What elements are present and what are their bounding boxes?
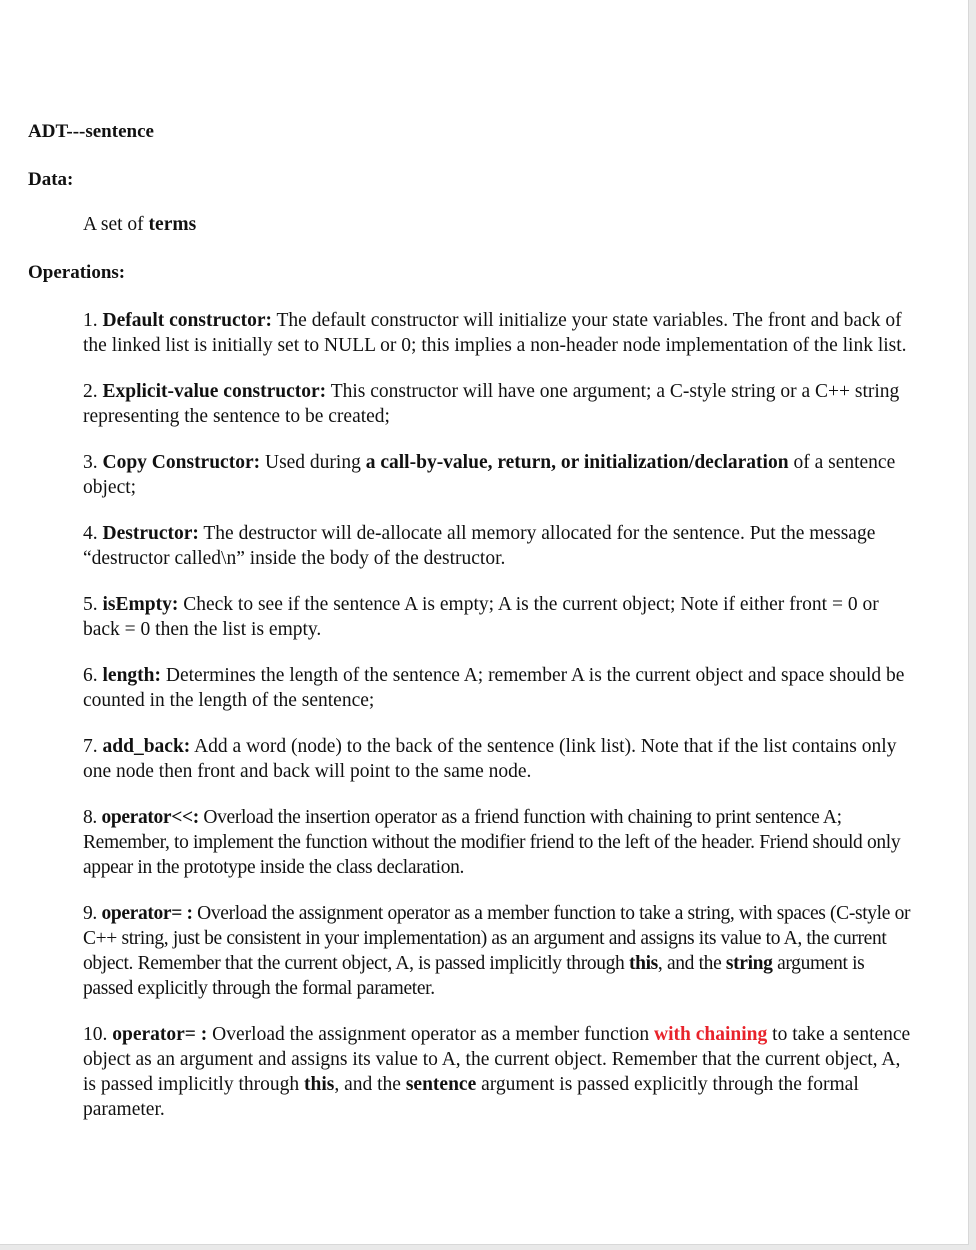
operation-text: argument is passed explicitly through the formal parameter. xyxy=(83,953,865,999)
operation-name: add_back: xyxy=(102,736,191,757)
operation-item-copy-constructor xyxy=(83,450,918,500)
operation-number: 4. xyxy=(83,523,103,544)
operation-number: 10. xyxy=(83,1024,113,1045)
operation-name: operator<<: xyxy=(101,807,199,828)
operation-text: of a sentence object; xyxy=(83,452,896,498)
operation-text: The destructor will de-allocate all memory allocated for the sentence. Put the message “destructor called\n” inside the body of the destructor. xyxy=(83,523,876,569)
operation-number: 6. xyxy=(83,665,103,686)
operation-text: This constructor will have one argument; a C-style string or a C++ string representing the sentence to be created; xyxy=(83,381,900,427)
operation-text: , and the xyxy=(334,1074,406,1095)
operation-text-bold: a call-by-value, return, or initialization/declaration xyxy=(365,452,789,473)
operation-number: 5. xyxy=(83,594,103,615)
operation-text: Add a word (node) to the back of the sentence (link list). Note that if the list contains only one node then front and back will point to the same node. xyxy=(83,736,897,782)
operation-number: 8. xyxy=(83,807,102,828)
operation-name: operator= : xyxy=(112,1024,208,1045)
operation-name: operator= : xyxy=(101,903,193,924)
operation-text: Check to see if the sentence A is empty; A is the current object; Note if either front = 0 or back = 0 then the list is empty. xyxy=(83,594,879,640)
data-description xyxy=(83,214,196,236)
operation-item-isempty xyxy=(83,592,918,642)
data-text: A set of xyxy=(83,214,149,235)
operation-text-bold: sentence xyxy=(405,1074,477,1095)
operation-item-add-back xyxy=(83,734,918,784)
operation-name: isEmpty: xyxy=(102,594,179,615)
operation-number: 9. xyxy=(83,903,102,924)
operation-item-destructor xyxy=(83,521,918,571)
operation-number: 7. xyxy=(83,736,103,757)
operation-text-bold: this xyxy=(303,1074,335,1095)
operation-name: Default constructor: xyxy=(102,310,272,331)
operation-text: , and the xyxy=(657,953,726,974)
operation-name: Destructor: xyxy=(102,523,199,544)
operation-number: 3. xyxy=(83,452,103,473)
data-heading: Data: xyxy=(28,169,74,190)
operation-text: Overload the assignment operator as a member function xyxy=(207,1024,655,1045)
operation-name: Copy Constructor: xyxy=(102,452,261,473)
operation-item-explicit-value-constructor xyxy=(83,379,918,429)
operations-list xyxy=(83,308,918,1143)
operation-text-bold: string xyxy=(725,953,773,974)
operation-name: length: xyxy=(102,665,161,686)
operation-text: The default constructor will initialize your state variables. The front and back of the linked list is initially set to NULL or 0; this implies a non-header node implementation of the link list. xyxy=(83,310,907,356)
operation-item-insertion-operator xyxy=(83,805,918,880)
operation-text: Overload the assignment operator as a member function to take a string, with spaces (C-style or C++ string, just be consistent in your implementation) as an argument and assigns its value to A, the current object. Remember that the current object, A, is passed implicitly through xyxy=(83,903,911,974)
operation-text-highlight: with chaining xyxy=(654,1024,768,1045)
operation-text: to take a sentence object as an argument and assigns its value to A, the current object. Remember that the current object, A, is passed implicitly through xyxy=(83,1024,911,1095)
operation-text: Used during xyxy=(260,452,366,473)
operation-item-assignment-sentence xyxy=(83,1022,918,1122)
operation-text: Overload the insertion operator as a friend function with chaining to print sentence A; Remember, to implement the function without the modifier friend to the left of the header. Friend should only appear in the prototype inside the class declaration. xyxy=(83,807,901,878)
operation-number: 1. xyxy=(83,310,103,331)
operation-text-bold: this xyxy=(628,953,658,974)
operation-name: Explicit-value constructor: xyxy=(102,381,327,402)
operation-item-length xyxy=(83,663,918,713)
operation-text: argument is passed explicitly through the formal parameter. xyxy=(83,1074,859,1120)
operation-item-default-constructor xyxy=(83,308,918,358)
data-text-bold: terms xyxy=(148,214,197,235)
operation-text: Determines the length of the sentence A; remember A is the current object and space should be counted in the length of the sentence; xyxy=(83,665,905,711)
operations-heading: Operations: xyxy=(28,262,126,283)
operation-number: 2. xyxy=(83,381,103,402)
operation-item-assignment-string xyxy=(83,901,918,1001)
document-title: ADT---sentence xyxy=(28,121,154,142)
